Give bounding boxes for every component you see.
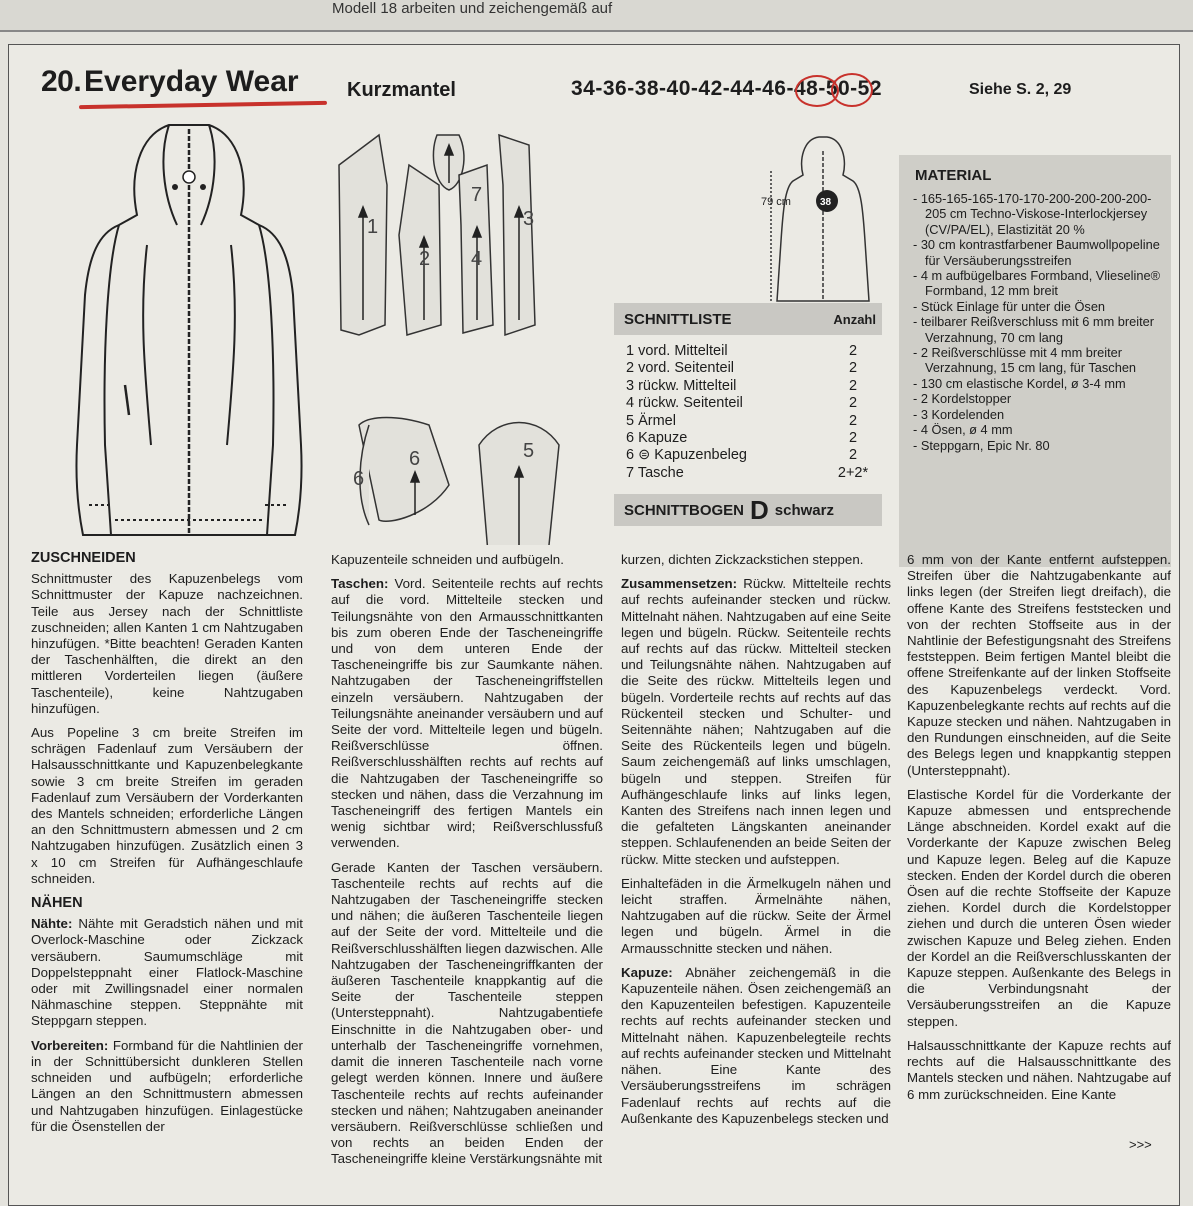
list-item bbox=[626, 378, 872, 395]
schnittbogen-color: schwarz bbox=[774, 501, 834, 519]
list-item: - 130 cm elastische Kordel, ø 3-4 mm bbox=[913, 375, 1126, 391]
section-heading-naehen: NÄHEN bbox=[31, 895, 83, 912]
list-item: - Stück Einlage für unter die Ösen bbox=[913, 298, 1106, 314]
list-item bbox=[626, 360, 872, 377]
paragraph: Aus Popeline 3 cm breite Streifen im schrägen Fadenlauf zum Versäubern der Halsausschnittkante und Kapuzenbelegkante sowie 3 cm breite Streifen im geraden Fadenlauf zum Versäubern der Vorderkanten des Mantels schneiden; erforderliche Längen an den Schnittmustern abmessen und 2 cm Nahtzugaben hinzufügen. Zusätzlich einen 3 x 10 cm Streifen für Aufhängeschlaufe schneiden. bbox=[31, 725, 303, 886]
paragraph bbox=[31, 1038, 303, 1135]
paragraph: Halsausschnittkante der Kapuze rechts auf rechts auf die Halsausschnittkante des Mantels stecken und nähen. Nahtzugabe auf 6 mm zurückschneiden. Eine Kante bbox=[907, 1037, 1171, 1102]
list-item: - teilbarer Reißverschluss mit 6 mm breiter Verzahnung, 70 cm lang bbox=[913, 314, 1155, 345]
piece-label-1: 1 bbox=[367, 216, 379, 238]
list-item: - 165-165-165-170-170-200-200-200-200-205 cm Techno-Viskose-Interlockjersey (CV/PA/EL), Elastizität 20 % bbox=[913, 191, 1152, 237]
piece-label-6: 6 bbox=[353, 468, 365, 490]
piece-label-7: 7 bbox=[471, 184, 483, 206]
schnittbogen-label bbox=[614, 494, 882, 526]
list-item: - 3 Kordelenden bbox=[913, 406, 1005, 422]
page-reference: Siehe S. 2, 29 bbox=[969, 81, 1072, 98]
instructions-column-2 bbox=[331, 552, 603, 1176]
continued-marker: >>> bbox=[1129, 1137, 1152, 1152]
paragraph-text: Nähte mit Geradstich nähen und mit Overlock-Maschine oder Zickzack versäubern. Saumumschläge mit Doppelsteppnaht einer Flatlock-Maschine oder mit Zwillingsnadel einer normalen Nähmaschine steppen. Steppnähte mit Steppgarn steppen. bbox=[31, 916, 303, 1029]
piece-name: 5 Ärmel bbox=[626, 412, 676, 429]
size-badge: 38 bbox=[820, 197, 832, 208]
run-in-heading: Nähte: bbox=[31, 916, 73, 932]
paragraph-text: Vord. Seitenteile rechts auf rechts auf die vord. Mittelteile stecken und Teilungsnähte von den Armausschnittkanten bis zum oberen Ende der Tascheneingriffe und von dem unteren Ende der Tascheneingriffe bis zur Saumkante nähen. Nahtzugaben der Tascheneingriffstellen einzeln versäubern. Nahtzugaben der Teilungsnähte aneinander versäubern und auf Seite der vord. Mittelteile legen und bügeln. Reißverschlüsse öffnen. Reißverschlusshälften rechts auf rechts auf die Nahtzugaben der Tascheneingriffe so stecken und nähen, dass die Verzahnung im Tascheneingriff des fertigen Mantels ein wenig sichtbar wird; Reißverschlussfuß verwenden. bbox=[331, 576, 603, 851]
previous-page-strip bbox=[0, 0, 1193, 32]
pattern-pieces-overview bbox=[329, 125, 599, 545]
model-subtitle: Kurzmantel bbox=[347, 79, 456, 101]
paragraph bbox=[621, 965, 891, 1127]
piece-qty: 2 bbox=[848, 430, 858, 447]
piece-label-4: 4 bbox=[471, 248, 483, 270]
piece-name: 1 vord. Mittelteil bbox=[626, 343, 728, 359]
piece-qty: 2 bbox=[848, 412, 858, 429]
size-range: 34-36-38-40-42-44-46-48-50-52 bbox=[571, 77, 883, 100]
coat-back-sketch bbox=[759, 131, 889, 311]
model-title: Everyday Wear bbox=[84, 65, 299, 98]
paragraph: 6 mm von der Kante entfernt aufsteppen. Streifen über die Nahtzugabenkante auf links legen (der Streifen liegt dreifach), die offene Kante des Streifens feststecken und von der rechten Stoffseite aus in der Nahtlinie der Befestigungsnaht des Streifens feststeppen. Beim fertigen Mantel bleibt die offene Streifenkante auf der linken Stoffseite des Kapuzenbelegs verdeckt. Vord. Kapuzenbelegkante rechts auf rechts auf die Kapuze stecken und nähen. Nahtzugaben in den Rundungen einschneiden, auf die Seite des Belegs legen und knappkantig steppen (Untersteppnaht). bbox=[907, 552, 1171, 778]
paragraph: Elastische Kordel für die Vorderkante der Kapuze abmessen und entsprechende Länge abschneiden. Kordel exakt auf die Vorderkante der Kapuze zwischen Beleg und Kapuze legen. Beleg auf die Kapuze stecken. Enden der Kordel durch die oberen Ösen auf die rechte Stoffseite der Kapuze ziehen. Kordel durch die Kordelstopper ziehen und durch die unteren Ösen wieder zwischen Kapuze und Beleg ziehen. Enden der Kordel an die Reißverschlusskanten der Kapuze steppen. Außenkante des Belegs in die Verbindungsnaht der Versäuberungsstreifen an die Kapuze steppen. bbox=[907, 786, 1171, 1029]
material-title: MATERIAL bbox=[915, 167, 992, 184]
paragraph-text: Formband für die Nahtlinien der in der Schnittübersicht dunkleren Stellen schneiden und aufbügeln; erforderliche Längen an den Schnittmustern abmessen und Nahtzugaben hinzufügen. Einlagestücke für die Ösenstellen der bbox=[31, 1037, 303, 1134]
previous-page-text: Modell 18 arbeiten und zeichengemäß auf bbox=[332, 0, 613, 17]
piece-name: 4 rückw. Seitenteil bbox=[626, 395, 743, 412]
paragraph: kurzen, dichten Zickzackstichen steppen. bbox=[621, 552, 864, 567]
material-panel bbox=[899, 155, 1171, 567]
list-item bbox=[626, 413, 872, 430]
piece-qty: 2 bbox=[848, 447, 858, 464]
paragraph: Gerade Kanten der Taschen versäubern. Taschenteile rechts auf rechts auf die Nahtzugaben der Tascheneingriffe stecken und nähen; die äußeren Taschenteile liegen auf der Seite der vord. Mittelteile und die Reißverschlusshälften liegen dazwischen. Alle Nahtzugaben der Tascheneingriffkanten der äußeren Taschenteile knappkantig auf die Seite der Taschenteile steppen (Untersteppnaht). Nahtzugabentiefe Einschnitte in die Nahtzugaben ober- und unterhalb der Tascheneingriffe vornehmen, damit die inneren Taschenteile nach vorne gelegt werden können. Innere und äußere Taschenteile rechts auf rechts aufeinander stecken und nähen; Nahtzugaben aneinander versäubern. Reißverschlüsse schließen und von rechts an beiden Enden der Tascheneingriffe kleine Verstärkungsnähte mit bbox=[331, 859, 603, 1167]
list-item: - 2 Kordelstopper bbox=[913, 391, 1012, 407]
list-item: - 2 Reißverschlüsse mit 4 mm breiter Verzahnung, 15 cm lang, für Taschen bbox=[913, 345, 1137, 376]
paragraph: Einhaltefäden in die Ärmelkugeln nähen und leicht straffen. Ärmelnähte nähen, Nahtzugaben auf die rückw. Seite der Ärmel legen und bügeln. Ärmel in die Armausschnitte stecken und nähen. bbox=[621, 875, 891, 956]
piece-label-2: 2 bbox=[419, 248, 431, 270]
model-number: 20. bbox=[41, 65, 82, 98]
run-in-heading: Kapuze: bbox=[621, 964, 673, 980]
piece-qty: 2 bbox=[848, 360, 858, 377]
coat-front-illustration bbox=[59, 115, 319, 545]
paragraph bbox=[31, 916, 303, 1029]
piece-name: 6 Kapuze bbox=[626, 430, 688, 447]
list-item bbox=[626, 447, 872, 464]
list-item bbox=[626, 343, 872, 360]
schnittliste-count-header: Anzahl bbox=[833, 311, 876, 327]
run-in-heading: Vorbereiten: bbox=[31, 1037, 109, 1053]
piece-qty: 2 bbox=[848, 377, 858, 394]
title-underline bbox=[79, 101, 327, 109]
instructions-column-1 bbox=[31, 550, 303, 1143]
material-list bbox=[913, 191, 1165, 453]
schnittliste-rows bbox=[614, 335, 882, 482]
paragraph: Schnittmuster des Kapuzenbelegs vom Schnittmuster der Kapuze nachzeichnen. Teile aus Jersey nach der Schnittliste zuschneiden; allen Kanten 1 cm Nahtzugaben hinzufügen. *Bitte beachten! Geraden Kanten der Taschenhälften, die direkt an den mittleren Vorderteilen liegen (äußere Taschenteile), keine Nahtzugaben hinzufügen. bbox=[31, 571, 303, 716]
length-label: 79 cm bbox=[761, 196, 791, 208]
piece-qty: 2 bbox=[848, 343, 858, 359]
list-item: - Steppgarn, Epic Nr. 80 bbox=[913, 437, 1050, 453]
piece-label-3: 3 bbox=[523, 208, 535, 230]
piece-qty: 2 bbox=[848, 395, 858, 412]
paragraph bbox=[331, 576, 603, 851]
paragraph: Kapuzenteile schneiden und aufbügeln. bbox=[331, 552, 564, 567]
schnittbogen-letter: D bbox=[750, 494, 769, 525]
piece-label-5: 5 bbox=[523, 440, 535, 462]
paragraph-text: Abnäher zeichengemäß in die Kapuzenteile nähen. Ösen zeichengemäß an den Kapuzenteilen befestigen. Kapuzenteile rechts auf rechts aufeinander stecken und Mittelnaht nähen. Kapuzenbelegteile rechts auf rechts aufeinander stecken und Mittelnaht nähen. Eine Kante des Versäuberungsstreifens im schrägen Fadenlauf rechts auf rechts auf die Außenkante des Kapuzenbelegs stecken und bbox=[621, 964, 891, 1126]
schnittliste-panel bbox=[614, 303, 882, 526]
pattern-page bbox=[8, 44, 1180, 1206]
list-item: - 30 cm kontrastfarbener Baumwollpopeline für Versäuberungsstreifen bbox=[913, 237, 1160, 268]
instructions-column-3 bbox=[621, 552, 891, 1135]
schnittliste-title: SCHNITTLISTE bbox=[624, 310, 732, 328]
paragraph-text: Rückw. Mittelteile rechts auf rechts aufeinander stecken und rückw. Mittelnaht nähen. Nahtzugaben auf eine Seite legen und bügeln. Rückw. Seitenteile rechts auf rechts auf das rückw. Mittelteil stecken und Teilungsnähte nähen. Nahtzugaben auf die Seite des rückw. Mittelteils legen und bügeln. Vorderteile rechts auf rechts auf das Rückenteil stecken und Schulter- und Seitennähte nähen; Nahtzugaben auf die Seite des Rückenteils legen und bügeln. Saum zeichengemäß auf links umschlagen, bügeln und steppen. Streifen für Aufhängeschlaufe links auf links legen, Kanten des Streifens nach innen legen und die gefalteten Längskanten aneinander steppen. Schlaufenenden an beide Seiten der rückw. Mitte stecken und aufsteppen. bbox=[621, 576, 891, 867]
instructions-column-4 bbox=[907, 552, 1171, 1111]
run-in-heading: Zusammensetzen: bbox=[621, 576, 738, 592]
paragraph bbox=[621, 576, 891, 868]
piece-name: 3 rückw. Mittelteil bbox=[626, 377, 737, 394]
piece-label-6b: 6 bbox=[409, 448, 421, 470]
circled-size-50 bbox=[831, 73, 873, 107]
list-item bbox=[626, 430, 872, 447]
list-item bbox=[626, 465, 872, 482]
piece-name: 7 Tasche bbox=[626, 464, 684, 481]
section-heading-zuschneiden: ZUSCHNEIDEN bbox=[31, 550, 136, 566]
schnittbogen-title: SCHNITTBOGEN bbox=[624, 501, 744, 519]
list-item: - 4 Ösen, ø 4 mm bbox=[913, 422, 1013, 438]
piece-qty: 2+2* bbox=[837, 464, 869, 481]
piece-name: 6 ⊜ Kapuzenbeleg bbox=[626, 447, 747, 464]
schnittliste-header bbox=[614, 303, 882, 335]
piece-name: 2 vord. Seitenteil bbox=[626, 360, 735, 377]
list-item bbox=[626, 395, 872, 412]
list-item: - 4 m aufbügelbares Formband, Vlieseline® Formband, 12 mm breit bbox=[913, 268, 1161, 299]
run-in-heading: Taschen: bbox=[331, 576, 389, 592]
